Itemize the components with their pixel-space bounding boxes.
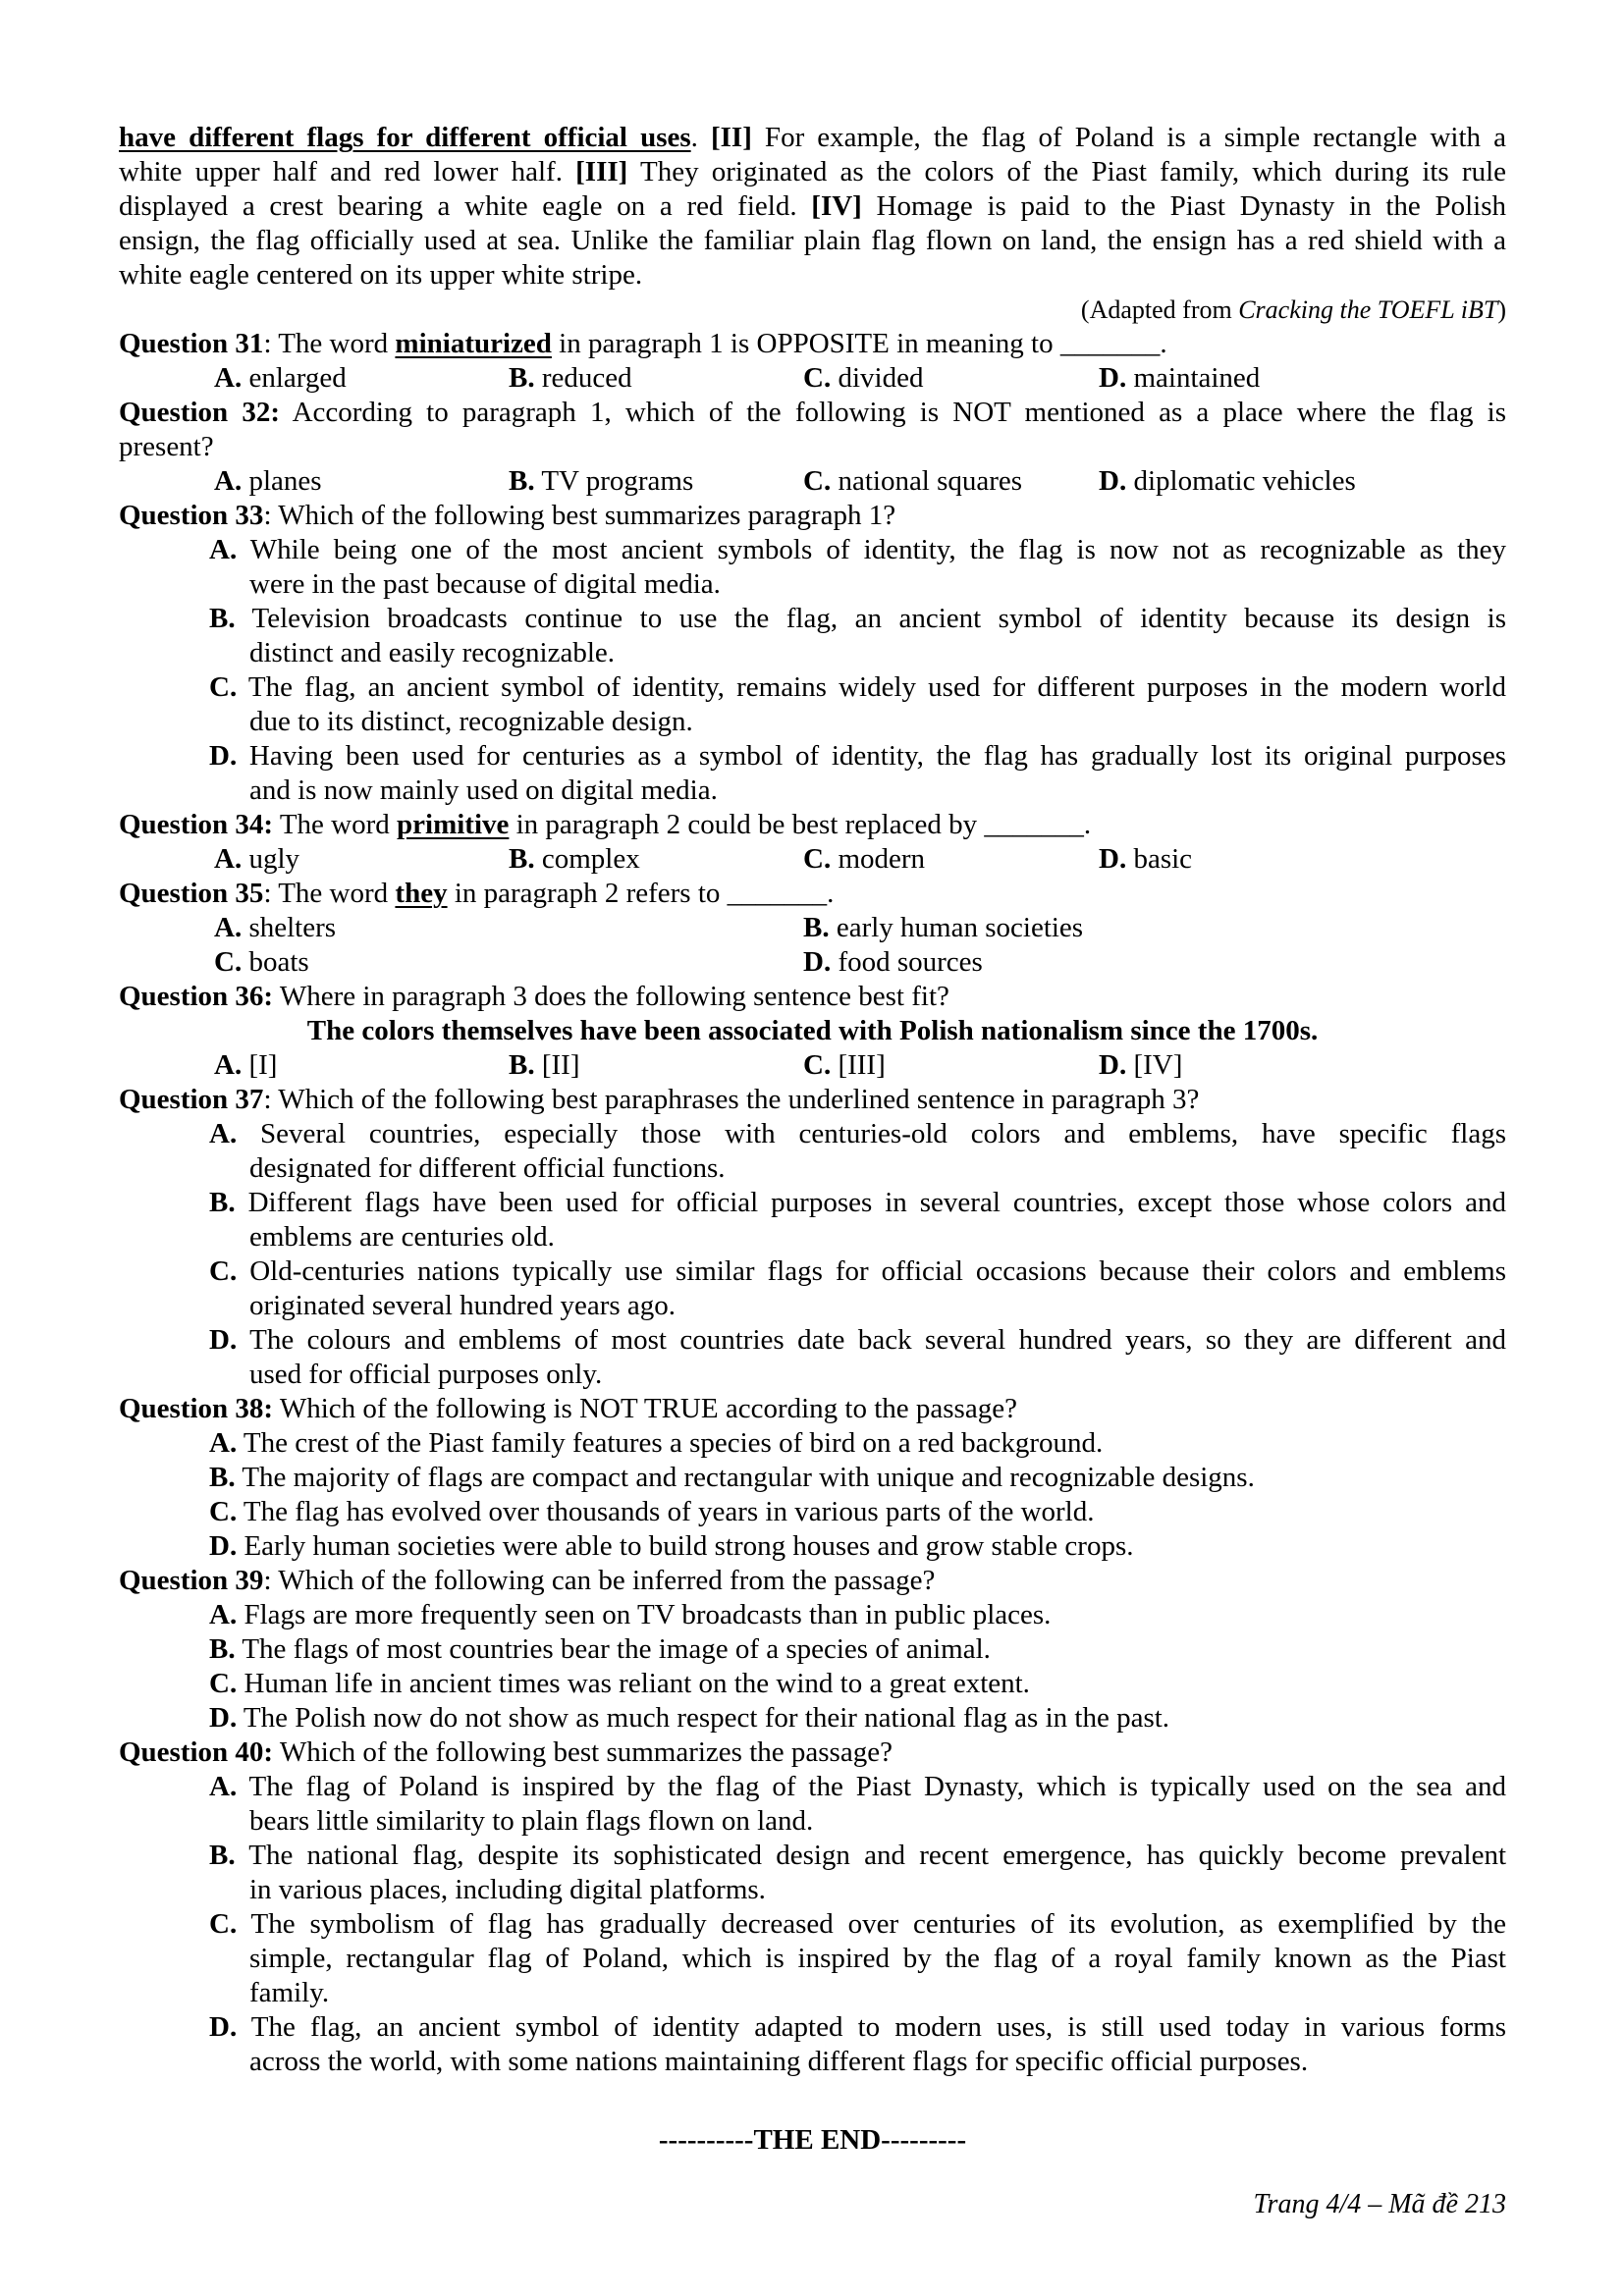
option-cell <box>214 1048 509 1083</box>
option-letter: D. <box>1099 465 1127 497</box>
text-run: primitive <box>397 809 510 840</box>
text-run: Which of the following is NOT TRUE according to the passage? <box>273 1393 1017 1424</box>
text-run: in paragraph 2 could be best replaced by _______. <box>509 809 1092 840</box>
question-39-option-d <box>119 1701 1506 1735</box>
option-cell <box>803 945 1506 980</box>
text-run: C. <box>209 1496 238 1527</box>
text-run: have different flags for different official uses <box>119 122 691 153</box>
option-text: reduced <box>541 362 632 394</box>
option-letter: A. <box>214 362 243 394</box>
text-run: D. <box>209 1702 238 1734</box>
text-run: in paragraph 1 is OPPOSITE in meaning to _______. <box>551 328 1167 359</box>
option-cell <box>214 911 803 945</box>
question-37-stem <box>119 1083 1506 1117</box>
text-run: : Which of the following best paraphrases the underlined sentence in paragraph 3? <box>263 1084 1200 1115</box>
option-cell <box>214 361 509 396</box>
option-letter: B. <box>509 362 535 394</box>
text-run: [IV] <box>811 190 862 222</box>
page-footer <box>119 2187 1506 2221</box>
text-run: distinct and easily recognizable. <box>249 637 616 668</box>
question-35-options-row-2 <box>119 945 1506 980</box>
text-run: Which of the following best summarizes the passage? <box>273 1736 893 1768</box>
question-35-options-row-1 <box>119 911 1506 945</box>
text-run: A. <box>209 1427 238 1459</box>
question-36-stem <box>119 980 1506 1014</box>
text-run: The national flag, despite its sophisticated design and recent emergence, has quickly become prevalent <box>235 1840 1506 1871</box>
question-40-option-c-line-1 <box>119 1907 1506 1942</box>
option-letter: C. <box>214 946 243 978</box>
question-33-option-a-line-2 <box>119 567 1506 602</box>
option-letter: B. <box>509 465 535 497</box>
text-run: Question 36: <box>119 981 274 1012</box>
question-38-option-b <box>119 1461 1506 1495</box>
text-run: Old-centuries nations typically use similar flags for official occasions because their colors and emblems <box>237 1255 1506 1287</box>
passage-line-4 <box>119 224 1506 258</box>
option-text: [III] <box>838 1049 886 1081</box>
text-run: bears little similarity to plain flags flown on land. <box>249 1805 814 1837</box>
text-run: Question 35 <box>119 878 264 909</box>
option-cell <box>1099 361 1506 396</box>
text-run: miniaturized <box>395 328 552 359</box>
option-text: enlarged <box>248 362 347 394</box>
question-33-stem <box>119 499 1506 533</box>
question-32-stem-line-1 <box>119 396 1506 430</box>
option-text: food sources <box>838 946 983 978</box>
option-letter: D. <box>1099 362 1127 394</box>
text-run: and is now mainly used on digital media. <box>249 774 718 806</box>
question-33-option-b-line-2 <box>119 636 1506 670</box>
text-run: family. <box>249 1977 330 2008</box>
option-text: national squares <box>838 465 1023 497</box>
option-text: planes <box>248 465 322 497</box>
text-run: They originated as the colors of the Piast family, which during its rule <box>627 156 1506 187</box>
option-cell <box>803 361 1099 396</box>
text-run: : The word <box>263 328 396 359</box>
option-letter: C. <box>803 843 832 875</box>
question-37-option-a-line-2 <box>119 1151 1506 1186</box>
option-letter: C. <box>803 362 832 394</box>
option-text: diplomatic vehicles <box>1133 465 1356 497</box>
text-run: The symbolism of flag has gradually decreased over centuries of its evolution, as exemplified by the <box>237 1908 1506 1940</box>
text-run: [II] <box>710 122 752 153</box>
passage-line-1 <box>119 121 1506 155</box>
text-run: : Which of the following can be inferred from the passage? <box>263 1565 936 1596</box>
option-text: [I] <box>248 1049 278 1081</box>
the-end-marker <box>119 2123 1506 2158</box>
text-run: The Polish now do not show as much respect for their national flag as in the past. <box>237 1702 1170 1734</box>
text-run: Question 39 <box>119 1565 264 1596</box>
question-37-option-a-line-1 <box>119 1117 1506 1151</box>
question-33-option-c-line-1 <box>119 670 1506 705</box>
text-run: . <box>690 122 711 153</box>
option-cell <box>803 1048 1099 1083</box>
question-33-option-d-line-1 <box>119 739 1506 774</box>
text-run: Several countries, especially those with centuries-old colors and emblems, have specific flags <box>237 1118 1506 1149</box>
option-text: boats <box>248 946 309 978</box>
question-36-options <box>119 1048 1506 1083</box>
option-cell <box>214 464 509 499</box>
option-letter: C. <box>803 1049 832 1081</box>
text-run: Homage is paid to the Piast Dynasty in the Polish <box>861 190 1506 222</box>
passage-line-3 <box>119 189 1506 224</box>
question-40-option-a-line-1 <box>119 1770 1506 1804</box>
text-run: white upper half and red lower half. <box>119 156 576 187</box>
question-38-option-d <box>119 1529 1506 1564</box>
text-run: Flags are more frequently seen on TV broadcasts than in public places. <box>237 1599 1052 1630</box>
question-40-option-c-line-2 <box>119 1942 1506 1976</box>
text-run: B. <box>209 1187 236 1218</box>
option-letter: A. <box>214 912 243 943</box>
text-run: Where in paragraph 3 does the following sentence best fit? <box>273 981 949 1012</box>
text-run: emblems are centuries old. <box>249 1221 555 1253</box>
text-run: Trang 4/4 – Mã đề 213 <box>1253 2189 1506 2219</box>
text-run: Question 31 <box>119 328 264 359</box>
text-run: displayed a crest bearing a white eagle on a red field. <box>119 190 812 222</box>
question-39-option-a <box>119 1598 1506 1632</box>
text-run: The flag has evolved over thousands of years in various parts of the world. <box>237 1496 1095 1527</box>
option-text: basic <box>1133 843 1193 875</box>
text-run: Question 38: <box>119 1393 274 1424</box>
option-cell <box>1099 842 1506 877</box>
text-run: C. <box>209 1255 238 1287</box>
question-33-option-a-line-1 <box>119 533 1506 567</box>
option-letter: B. <box>509 1049 535 1081</box>
text-run: [III] <box>575 156 628 187</box>
option-letter: D. <box>1099 1049 1127 1081</box>
text-run: The flag of Poland is inspired by the flag of the Piast Dynasty, which is typically used on the sea and <box>237 1771 1506 1802</box>
option-text: maintained <box>1133 362 1261 394</box>
option-cell <box>509 1048 803 1083</box>
text-run: The flag, an ancient symbol of identity adapted to modern uses, is still used today in various forms <box>237 2011 1506 2043</box>
option-letter: A. <box>214 843 243 875</box>
question-40-option-b-line-1 <box>119 1839 1506 1873</box>
text-run: The colours and emblems of most countries date back several hundred years, so they are different and <box>237 1324 1506 1356</box>
text-run: B. <box>209 1462 236 1493</box>
adapted-from-note <box>119 293 1506 327</box>
text-run: they <box>395 878 448 909</box>
question-36-inserted-sentence <box>119 1014 1506 1048</box>
text-run: The colors themselves have been associated with Polish nationalism since the 1700s. <box>306 1015 1319 1046</box>
text-run: C. <box>209 1908 238 1940</box>
option-cell <box>1099 464 1506 499</box>
option-text: [II] <box>541 1049 580 1081</box>
question-40-option-d-line-2 <box>119 2045 1506 2079</box>
text-run: ----------THE END--------- <box>658 2124 967 2156</box>
question-40-option-b-line-2 <box>119 1873 1506 1907</box>
option-text: complex <box>541 843 640 875</box>
option-cell <box>803 911 1506 945</box>
text-run: A. <box>209 1599 238 1630</box>
option-text: [IV] <box>1133 1049 1183 1081</box>
question-34-options <box>119 842 1506 877</box>
text-run: The flag, an ancient symbol of identity, remains widely used for different purposes in the modern world <box>237 671 1506 703</box>
option-cell <box>509 464 803 499</box>
text-run: Question 33 <box>119 500 264 531</box>
text-run: Question 37 <box>119 1084 264 1115</box>
text-run: (Adapted from <box>1080 295 1239 324</box>
text-run: The flags of most countries bear the image of a species of animal. <box>235 1633 991 1665</box>
text-run: : The word <box>263 878 396 909</box>
text-run: Question 34: <box>119 809 274 840</box>
text-run: Question 40: <box>119 1736 274 1768</box>
text-run: A. <box>209 534 238 565</box>
question-39-option-c <box>119 1667 1506 1701</box>
question-37-option-d-line-1 <box>119 1323 1506 1358</box>
text-run: due to its distinct, recognizable design. <box>249 706 693 737</box>
text-run: in paragraph 2 refers to _______. <box>447 878 835 909</box>
question-32-stem-line-2 <box>119 430 1506 464</box>
question-38-option-a <box>119 1426 1506 1461</box>
question-37-option-d-line-2 <box>119 1358 1506 1392</box>
option-cell <box>509 361 803 396</box>
option-letter: D. <box>1099 843 1127 875</box>
option-cell <box>803 464 1099 499</box>
option-text: divided <box>838 362 924 394</box>
question-35-stem <box>119 877 1506 911</box>
option-letter: C. <box>803 465 832 497</box>
option-cell <box>214 945 803 980</box>
question-32-options <box>119 464 1506 499</box>
text-run: in various places, including digital platforms. <box>249 1874 766 1905</box>
question-37-option-c-line-2 <box>119 1289 1506 1323</box>
text-run: B. <box>209 1633 236 1665</box>
text-run: used for official purposes only. <box>249 1359 603 1390</box>
passage-line-2 <box>119 155 1506 189</box>
option-letter: B. <box>509 843 535 875</box>
text-run: Television broadcasts continue to use the flag, an ancient symbol of identity because its design is <box>235 603 1506 634</box>
text-run: ) <box>1497 295 1506 324</box>
option-text: shelters <box>248 912 337 943</box>
question-39-option-b <box>119 1632 1506 1667</box>
text-run: white eagle centered on its upper white stripe. <box>119 259 643 291</box>
text-run: While being one of the most ancient symbols of identity, the flag is now not as recognizable as they <box>237 534 1506 565</box>
text-run: : Which of the following best summarizes paragraph 1? <box>263 500 896 531</box>
text-run: were in the past because of digital media. <box>249 568 721 600</box>
question-34-stem <box>119 808 1506 842</box>
question-40-option-a-line-2 <box>119 1804 1506 1839</box>
text-run: B. <box>209 603 236 634</box>
option-text: modern <box>838 843 926 875</box>
question-40-stem <box>119 1735 1506 1770</box>
question-33-option-d-line-2 <box>119 774 1506 808</box>
text-run: A. <box>209 1118 238 1149</box>
text-run: across the world, with some nations maintaining different flags for specific official purposes. <box>249 2046 1309 2077</box>
question-33-option-c-line-2 <box>119 705 1506 739</box>
text-run: C. <box>209 1668 238 1699</box>
text-run: originated several hundred years ago. <box>249 1290 677 1321</box>
text-run: Having been used for centuries as a symbol of identity, the flag has gradually lost its original purposes <box>237 740 1506 772</box>
text-run: According to paragraph 1, which of the following is NOT mentioned as a place where the flag is <box>280 397 1506 428</box>
option-cell <box>509 842 803 877</box>
text-run: Different flags have been used for official purposes in several countries, except those whose colors and <box>235 1187 1506 1218</box>
option-text: early human societies <box>836 912 1084 943</box>
option-text: ugly <box>248 843 300 875</box>
question-31-options <box>119 361 1506 396</box>
text-run: designated for different official functions. <box>249 1152 726 1184</box>
question-38-option-c <box>119 1495 1506 1529</box>
passage-line-5 <box>119 258 1506 293</box>
option-cell <box>1099 1048 1506 1083</box>
text-run: B. <box>209 1840 236 1871</box>
question-40-option-c-line-3 <box>119 1976 1506 2010</box>
question-37-option-b-line-2 <box>119 1220 1506 1255</box>
text-run: simple, rectangular flag of Poland, which is inspired by the flag of a royal family known as the Piast <box>249 1943 1506 1974</box>
text-run: ensign, the flag officially used at sea. Unlike the familiar plain flag flown on land, the ensign has a red shield with a <box>119 225 1506 256</box>
text-run: D. <box>209 1530 238 1562</box>
question-39-stem <box>119 1564 1506 1598</box>
text-run: Cracking the TOEFL iBT <box>1238 295 1498 324</box>
option-letter: A. <box>214 1049 243 1081</box>
text-run: present? <box>119 431 214 462</box>
text-run: A. <box>209 1771 238 1802</box>
text-run: Human life in ancient times was reliant on the wind to a great extent. <box>237 1668 1030 1699</box>
option-text: TV programs <box>541 465 694 497</box>
option-letter: B. <box>803 912 830 943</box>
text-run: Early human societies were able to build strong houses and grow stable crops. <box>237 1530 1134 1562</box>
text-run: The crest of the Piast family features a species of bird on a red background. <box>237 1427 1104 1459</box>
text-run: The word <box>273 809 398 840</box>
question-31-stem <box>119 327 1506 361</box>
option-cell <box>214 842 509 877</box>
option-letter: D. <box>803 946 832 978</box>
question-37-option-b-line-1 <box>119 1186 1506 1220</box>
text-run: C. <box>209 671 238 703</box>
text-run: The majority of flags are compact and rectangular with unique and recognizable designs. <box>235 1462 1255 1493</box>
text-run: Question 32: <box>119 397 281 428</box>
question-40-option-d-line-1 <box>119 2010 1506 2045</box>
question-37-option-c-line-1 <box>119 1255 1506 1289</box>
text-run: D. <box>209 740 238 772</box>
text-run: D. <box>209 1324 238 1356</box>
text-run: For example, the flag of Poland is a simple rectangle with a <box>751 122 1506 153</box>
text-run: D. <box>209 2011 238 2043</box>
question-33-option-b-line-1 <box>119 602 1506 636</box>
option-cell <box>803 842 1099 877</box>
option-letter: A. <box>214 465 243 497</box>
question-38-stem <box>119 1392 1506 1426</box>
